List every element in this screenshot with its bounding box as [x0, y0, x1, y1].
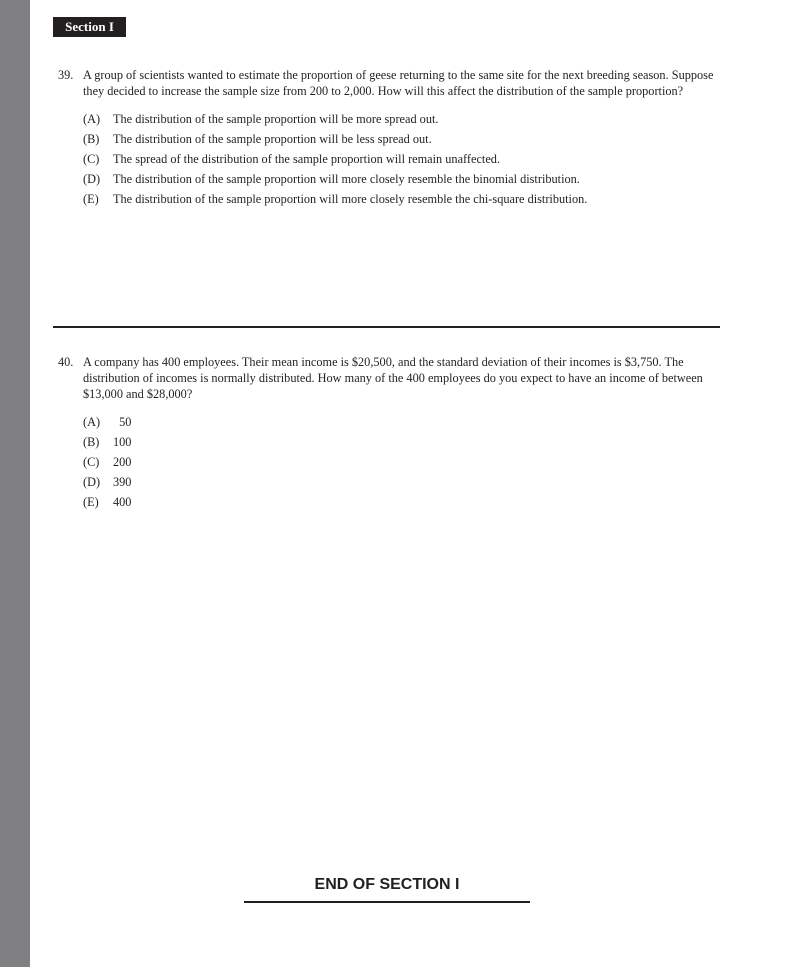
question-divider [53, 326, 720, 328]
answer-choices [83, 109, 723, 209]
question-number: 39. [58, 68, 74, 82]
choice-text: 390 [113, 475, 132, 489]
answer-choice-d[interactable] [83, 169, 723, 189]
answer-choice-a[interactable] [83, 109, 723, 129]
answer-choices [83, 412, 723, 512]
choice-letter: (A) [83, 112, 101, 126]
section-badge: Section I [53, 17, 126, 37]
choice-letter: (B) [83, 132, 100, 146]
choice-letter: (E) [83, 192, 99, 206]
end-of-section-heading: END OF SECTION I [314, 876, 460, 893]
choice-letter: (A) [83, 415, 101, 429]
page-margin-bar [0, 0, 30, 967]
choice-text: The distribution of the sample proportion will more closely resemble the chi-square distribution. [113, 192, 588, 206]
answer-choice-c[interactable] [83, 452, 723, 472]
question-number: 40. [58, 355, 74, 369]
question-39 [58, 67, 723, 209]
choice-text: 400 [113, 495, 132, 509]
choice-text: 100 [113, 435, 132, 449]
choice-letter: (C) [83, 455, 100, 469]
choice-text: 200 [113, 455, 132, 469]
answer-choice-e[interactable] [83, 189, 723, 209]
choice-letter: (C) [83, 152, 100, 166]
end-of-section-underline [244, 901, 530, 903]
question-text: A company has 400 employees. Their mean income is $20,500, and the standard deviation of their incomes is $3,750. The distribution of incomes is normally distributed. How many of the 400 employees do you expect to have an income of between $13,000 and $28,000? [83, 355, 703, 401]
answer-choice-b[interactable] [83, 129, 723, 149]
choice-text: The distribution of the sample proportion will more closely resemble the binomial distribution. [113, 172, 580, 186]
answer-choice-b[interactable] [83, 432, 723, 452]
question-40 [58, 354, 723, 512]
choice-letter: (B) [83, 435, 100, 449]
choice-letter: (D) [83, 172, 101, 186]
choice-letter: (D) [83, 475, 101, 489]
choice-text: The distribution of the sample proportion will be less spread out. [113, 132, 432, 146]
answer-choice-d[interactable] [83, 472, 723, 492]
question-text: A group of scientists wanted to estimate the proportion of geese returning to the same site for the next breeding season. Suppose they decided to increase the sample size from 200 to 2,000. How will this affect the distribution of the sample proportion? [83, 68, 714, 98]
answer-choice-c[interactable] [83, 149, 723, 169]
answer-choice-e[interactable] [83, 492, 723, 512]
answer-choice-a[interactable] [83, 412, 723, 432]
choice-text: The distribution of the sample proportion will be more spread out. [113, 112, 439, 126]
choice-letter: (E) [83, 495, 99, 509]
choice-text: The spread of the distribution of the sample proportion will remain unaffected. [113, 152, 501, 166]
choice-text: 50 [113, 415, 132, 429]
